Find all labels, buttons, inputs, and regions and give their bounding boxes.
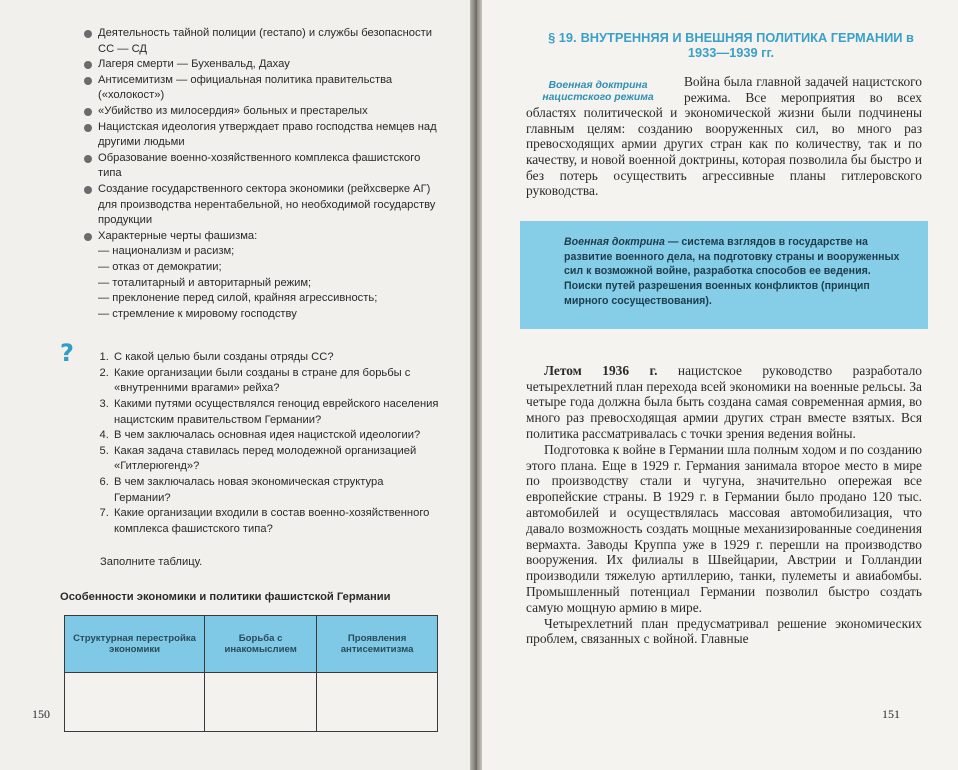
trait-item: — преклонение перед силой, крайняя агрессивность; [98,292,378,305]
paragraph-body: нацистское руководство разработало четырехлетний план перехода всей экономики на военные рельсы. За четыре года должна была быть создана самая современная армия, во много раз превосходящая армии других стран вместе взятых. Вся политика рассматривалась с точки зрения ведения войны. [526,362,922,441]
fill-in-table [64,615,438,732]
list-item: Лагеря смерти — Бухенвальд, Дахау [82,57,442,73]
list-item: «Убийство из милосердия» больных и престарелых [82,104,442,120]
definition-text [564,235,904,309]
table-cell-empty [317,673,438,732]
table-cell-empty [65,673,205,732]
trait-item: — тоталитарный и авторитарный режим; [98,276,312,289]
table-header-cell: Проявления антисемитизма [317,616,438,673]
question-item: 4. В чем заключалась основная идея нацистской идеологии? [112,428,442,444]
side-label: Военная доктрина нацистского режима [542,80,654,104]
question-item: 1. С какой целью были созданы отряды СС? [112,350,442,366]
paragraph: Четырехлетний план предусматривал решение экономических проблем, связанных с войной. Главные [526,615,922,647]
section-heading [526,30,922,60]
table-cell-empty [205,673,317,732]
table-header-cell: Структурная перестройка экономики [65,616,205,673]
list-item-traits [82,229,442,323]
definition-term: Военная доктрина [564,235,665,248]
trait-item: — национализм и расизм; [98,245,235,258]
facts-list [82,26,442,322]
list-item: Деятельность тайной полиции (гестапо) и службы безопасности СС — СД [82,26,442,57]
right-page [482,0,958,770]
paragraph [526,363,922,442]
list-item: Образование военно-хозяйственного комплекса фашистского типа [82,151,442,182]
page-number-right: 151 [882,707,900,721]
book-spine [470,0,482,770]
table-title: Особенности экономики и политики фашистской Германии [60,591,391,603]
traits-list [98,244,442,322]
question-item: 3. Какими путями осуществлялся геноцид еврейского населения нацистским правительством Германии? [112,397,442,428]
questions-list [98,350,442,537]
page-number-left: 150 [32,707,50,721]
task-instruction: Заполните таблицу. [100,556,203,569]
list-item: Создание государственного сектора экономики (рейхсверке АГ) для производства нерентабельной, но необходимой государству продукции [82,182,442,229]
table-header-row [65,616,438,673]
trait-item: — стремление к мировому господству [98,307,297,320]
traits-heading: Характерные черты фашизма: [98,229,258,242]
list-item: Нацистская идеология утверждает право господства немцев над другими людьми [82,120,442,151]
paragraph-lead: Летом 1936 г. [544,362,658,378]
left-page [0,0,470,770]
table-header-cell: Борьба с инакомыслием [205,616,317,673]
trait-item: — отказ от демократии; [98,260,222,273]
questions-block [60,339,442,571]
definition-callout [520,221,928,329]
list-item: Антисемитизм — официальная политика правительства («холокост») [82,73,442,104]
definition-body: — система взглядов в государстве на развитие военного дела, на подготовку страны и вооруженных сил к возможной войне, разработка способов ее ведения. Поиски путей разрешения военных конфликтов (принцип мирного сосуществования). [564,235,900,307]
paragraph: Подготовка к войне в Германии шла полным ходом и по созданию этого плана. Еще в 1929 г. Германия занимала второе место в мире по производству стали и чугуна, значительно опережая все европейские страны. В 1929 г. в Германии было продано 120 тыс. автомобилей и осуществлялась массовая автомобилизация, что давало возможность создать мощные механизированные соединения вермахта. Заводы Круппа уже в 1929 г. перешли на производство вооружения. Их филиалы в Швейцарии, Австрии и Голландии производили тяжелую артиллерию, танки, пулеметы и авиабомбы. Промышленный потенциал Германии позволил быстро создать самую мощную армию в мире. [526,441,922,615]
intro-block [526,74,922,199]
question-item: 2. Какие организации были созданы в стране для борьбы с «внутренними врагами» рейха? [112,366,442,397]
section-title: ВНУТРЕННЯЯ И ВНЕШНЯЯ ПОЛИТИКА ГЕРМАНИИ в 1933—1939 гг. [580,30,914,60]
body-text [526,363,922,647]
table-row [65,673,438,732]
question-item: 5. Какая задача ставилась перед молодежной организацией «Гитлерюгенд»? [112,444,442,475]
question-mark-icon: ? [60,339,74,368]
section-number: § 19. [548,30,577,45]
intro-paragraph: Война была главной задачей нацистского режима. Все мероприятия во всех областях политической и экономической жизни были подчинены главным целям: созданию вооруженных сил, во много раз превосходящих армии других стран как по количеству, так и по качеству, и новой военной доктрины, которая позволила бы быстро и без потерь осуществить агрессивные планы гитлеровского руководства. [526,74,922,199]
question-item: 6. В чем заключалась новая экономическая структура Германии? [112,475,442,506]
question-item: 7. Какие организации входили в состав военно-хозяйственного комплекса фашистского типа? [112,506,442,537]
